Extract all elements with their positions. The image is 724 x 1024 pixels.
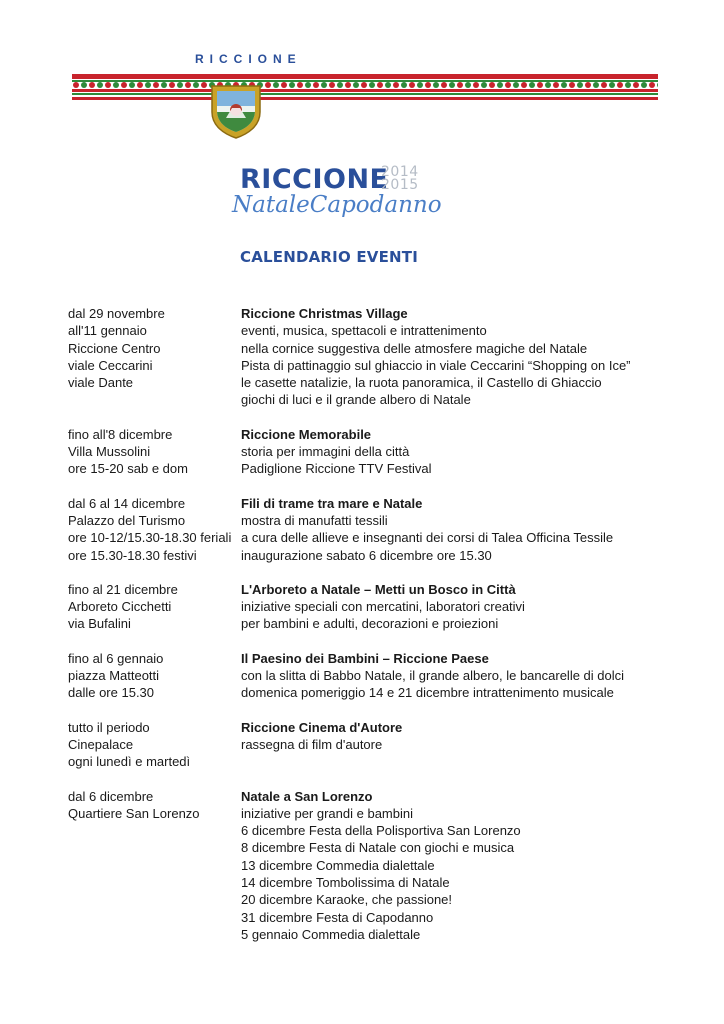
banner-dot [393, 82, 399, 88]
event-description: 13 dicembre Commedia dialettale [241, 857, 435, 873]
banner-dot [473, 82, 479, 88]
banner-dot [313, 82, 319, 88]
banner-dot [305, 82, 311, 88]
event-detail: piazza Matteotti [68, 668, 160, 684]
event-row [68, 512, 668, 529]
event-description: iniziative speciali con mercatini, laboratori creativi [241, 599, 525, 615]
event-row [68, 443, 668, 460]
event-row [68, 788, 668, 805]
banner-dot [369, 82, 375, 88]
event-description: mostra di manufatti tessili [241, 512, 388, 528]
event-entry [68, 788, 668, 944]
event-row [68, 909, 668, 926]
event-detail [68, 857, 241, 874]
event-detail: ogni lunedì e martedì [68, 754, 191, 770]
event-entry [68, 426, 668, 478]
banner-dot [89, 82, 95, 88]
banner-dot [449, 82, 455, 88]
event-title: Fili di trame tra mare e Natale [241, 495, 423, 511]
banner-dot [73, 82, 79, 88]
event-detail: ore 15-20 sab e dom [68, 461, 188, 477]
event-detail: dalle ore 15.30 [68, 685, 155, 701]
event-detail: ore 15.30-18.30 festivi [68, 547, 197, 563]
event-row [68, 719, 668, 736]
banner-dot [465, 82, 471, 88]
banner-dot [153, 82, 159, 88]
banner-dot [497, 82, 503, 88]
event-detail: via Bufalini [68, 616, 131, 632]
event-description: domenica pomeriggio 14 e 21 dicembre intrattenimento musicale [241, 685, 614, 701]
banner-dot [321, 82, 327, 88]
banner-dot [553, 82, 559, 88]
event-row [68, 495, 668, 512]
event-description: Pista di pattinaggio sul ghiaccio in viale Ceccarini “Shopping on Ice” [241, 357, 631, 373]
decorative-banner [72, 72, 658, 106]
event-detail: Palazzo del Turismo [68, 512, 186, 528]
event-title: Riccione Memorabile [241, 426, 372, 442]
event-row [68, 891, 668, 908]
logo-subtitle: NataleCapodanno [232, 192, 442, 218]
banner-dot [561, 82, 567, 88]
banner-dot [81, 82, 87, 88]
event-description: storia per immagini della città [241, 444, 410, 460]
event-entry [68, 719, 668, 771]
event-row [68, 615, 668, 632]
banner-dot [145, 82, 151, 88]
banner-dot [433, 82, 439, 88]
banner-dot [457, 82, 463, 88]
event-row [68, 340, 668, 357]
event-title: Natale a San Lorenzo [241, 788, 373, 804]
event-row [68, 322, 668, 339]
banner-dot [353, 82, 359, 88]
event-description: 20 dicembre Karaoke, che passione! [241, 892, 453, 908]
banner-dot [329, 82, 335, 88]
event-detail [68, 822, 241, 839]
banner-dot [121, 82, 127, 88]
banner-dot [505, 82, 511, 88]
event-row [68, 357, 668, 374]
event-title: Il Paesino dei Bambini – Riccione Paese [241, 650, 489, 666]
logo-year-1: 2014 [381, 164, 419, 180]
banner-dot [593, 82, 599, 88]
banner-dot [337, 82, 343, 88]
event-entry [68, 495, 668, 564]
banner-dot [521, 82, 527, 88]
event-row [68, 529, 668, 546]
event-description: a cura delle allieve e insegnanti dei corsi di Talea Officina Tessile [241, 530, 614, 546]
event-description: 14 dicembre Tombolissima di Natale [241, 875, 450, 891]
event-detail [68, 839, 241, 856]
event-detail: fino al 6 gennaio [68, 650, 164, 666]
banner-dot [529, 82, 535, 88]
banner-dot [297, 82, 303, 88]
banner-dot [201, 82, 207, 88]
event-description: per bambini e adulti, decorazioni e proiezioni [241, 616, 499, 632]
event-logo [232, 164, 460, 220]
event-description: 5 gennaio Commedia dialettale [241, 926, 421, 942]
event-detail: viale Ceccarini [68, 357, 153, 373]
event-detail: dal 29 novembre [68, 306, 165, 321]
event-detail: fino al 21 dicembre [68, 581, 178, 597]
banner-dot [625, 82, 631, 88]
banner-dot [177, 82, 183, 88]
banner-dot [137, 82, 143, 88]
banner-dot [537, 82, 543, 88]
banner-dot [649, 82, 655, 88]
banner-dot [265, 82, 271, 88]
event-description: con la slitta di Babbo Natale, il grande albero, le bancarelle di dolci [241, 668, 625, 684]
event-detail: Cinepalace [68, 736, 134, 752]
event-detail: Quartiere San Lorenzo [68, 805, 200, 821]
event-description: iniziative per grandi e bambini [241, 805, 413, 821]
event-description: giochi di luci e il grande albero di Natale [241, 392, 471, 408]
event-detail: dal 6 dicembre [68, 788, 154, 804]
event-description: nella cornice suggestiva delle atmosfere magiche del Natale [241, 340, 588, 356]
event-row [68, 667, 668, 684]
banner-dot [585, 82, 591, 88]
banner-dot [481, 82, 487, 88]
event-description: Padiglione Riccione TTV Festival [241, 461, 432, 477]
banner-dot [577, 82, 583, 88]
banner-dot [633, 82, 639, 88]
event-detail [68, 874, 241, 891]
event-row [68, 805, 668, 822]
event-detail: dal 6 al 14 dicembre [68, 495, 186, 511]
event-row [68, 391, 668, 408]
event-detail: fino all'8 dicembre [68, 426, 173, 442]
banner-dot [569, 82, 575, 88]
event-title: Riccione Christmas Village [241, 306, 408, 321]
event-detail: ore 10-12/15.30-18.30 feriali [68, 530, 232, 546]
banner-dot [425, 82, 431, 88]
banner-dot [169, 82, 175, 88]
event-entry [68, 581, 668, 633]
banner-dot [273, 82, 279, 88]
events-list [68, 305, 668, 943]
section-title: CALENDARIO EVENTI [240, 248, 419, 266]
banner-dot [601, 82, 607, 88]
event-row [68, 305, 668, 322]
banner-dot [489, 82, 495, 88]
event-title: Riccione Cinema d'Autore [241, 719, 403, 735]
event-description: rassegna di film d'autore [241, 736, 383, 752]
event-detail: viale Dante [68, 375, 134, 391]
event-description [241, 753, 668, 770]
event-description: 6 dicembre Festa della Polisportiva San Lorenzo [241, 823, 521, 839]
banner-dot [641, 82, 647, 88]
event-row [68, 598, 668, 615]
banner-dot [289, 82, 295, 88]
event-description: le casette natalizie, la ruota panoramica, il Castello di Ghiaccio [241, 375, 602, 391]
banner-dot [513, 82, 519, 88]
event-row [68, 857, 668, 874]
event-row [68, 547, 668, 564]
event-row [68, 839, 668, 856]
banner-dot [377, 82, 383, 88]
banner-dot [361, 82, 367, 88]
banner-dot [609, 82, 615, 88]
event-row [68, 874, 668, 891]
logo-main-text: RICCIONE [240, 164, 389, 195]
event-title: L'Arboreto a Natale – Metti un Bosco in Città [241, 581, 516, 597]
event-description: eventi, musica, spettacoli e intrattenimento [241, 323, 487, 339]
event-detail: Arboreto Cicchetti [68, 599, 172, 615]
event-entry [68, 650, 668, 702]
banner-dot [129, 82, 135, 88]
event-detail [68, 926, 241, 943]
logo-years [381, 166, 419, 192]
event-row [68, 736, 668, 753]
banner-dot [113, 82, 119, 88]
event-description: 8 dicembre Festa di Natale con giochi e musica [241, 840, 515, 856]
event-row [68, 684, 668, 701]
event-detail [68, 391, 241, 408]
event-row [68, 460, 668, 477]
event-description: 31 dicembre Festa di Capodanno [241, 909, 434, 925]
event-row [68, 822, 668, 839]
event-detail: Riccione Centro [68, 340, 161, 356]
event-row [68, 650, 668, 667]
event-row [68, 374, 668, 391]
event-detail: all'11 gennaio [68, 323, 147, 339]
banner-dot [97, 82, 103, 88]
banner-dot [281, 82, 287, 88]
banner-dot [617, 82, 623, 88]
banner-dot [345, 82, 351, 88]
banner-dot [441, 82, 447, 88]
city-crest-icon [208, 82, 264, 140]
banner-dot [409, 82, 415, 88]
event-detail: tutto il periodo [68, 719, 150, 735]
banner-dot [417, 82, 423, 88]
banner-dot [185, 82, 191, 88]
brand-wordmark: RICCIONE [195, 52, 302, 66]
event-row [68, 581, 668, 598]
event-row [68, 753, 668, 770]
event-detail: Villa Mussolini [68, 444, 151, 460]
banner-dot [401, 82, 407, 88]
banner-dot [545, 82, 551, 88]
event-row [68, 426, 668, 443]
event-detail [68, 909, 241, 926]
banner-dot [161, 82, 167, 88]
banner-dot [193, 82, 199, 88]
event-description: inaugurazione sabato 6 dicembre ore 15.30 [241, 547, 492, 563]
logo-year-2: 2015 [381, 177, 419, 193]
event-detail [68, 891, 241, 908]
banner-dot [385, 82, 391, 88]
event-entry [68, 305, 668, 409]
event-row [68, 926, 668, 943]
banner-dot [105, 82, 111, 88]
